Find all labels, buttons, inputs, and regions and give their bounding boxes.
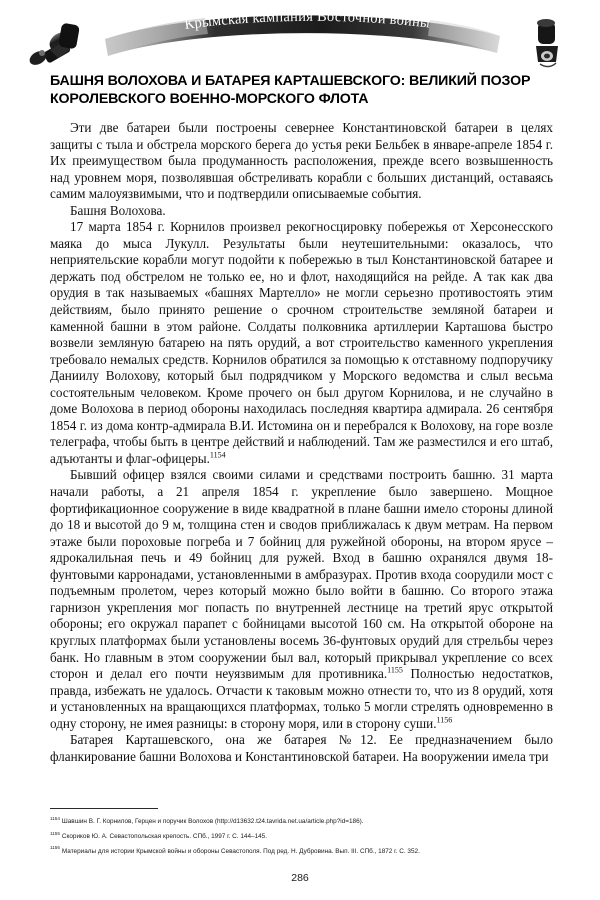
footnote-number: 1154: [50, 815, 60, 821]
paragraph-5: Батарея Карташевского, она же батарея №12. Ее предназначением было фланкирование башни Волохова и Константиновской батареи. На вооружении имела три: [50, 732, 553, 764]
footnote-number: 1155: [50, 830, 60, 836]
paragraph-4-text-b: Полностью недостатков, правда, избежать не удалось. Отчасти к таковым можно отнести то, что из 8 орудий, хотя и установленных на вращающихся платформах, только 5 могли стрелять одновременно в одну сторону, не имея разницы: в сторону моря, или в сторону суши.: [50, 666, 553, 731]
footnote-item: [50, 815, 555, 830]
footnote-item: [50, 845, 555, 860]
footnote-text: Скориков Ю. А. Севастопольская крепость. СПб., 1997 г. С. 144–145.: [61, 832, 268, 840]
footnotes-section: [50, 815, 555, 859]
footnote-ref-1154: 1154: [209, 450, 226, 460]
paragraph-1: Эти две батареи были построены севернее Константиновской батареи в целях защиты с тыла и обстрела морского берега до устья реки Бельбек в январе-апреле 1854 г. Их преимуществом была продуманность расположения, прежде всего возвышенность над уровнем моря, позволявшая обстреливать корабли с больших дистанций, оставаясь самим малоуязвимыми, что и подтвердили описываемые события.: [50, 120, 553, 202]
footnote-text: Материалы для истории Крымской войны и обороны Севастополя. Под ред. Н. Дубровина. Вып. III. СПб., 1872 г. С. 352.: [61, 847, 420, 855]
ribbon-shape: [105, 15, 500, 56]
footnote-separator: [50, 808, 158, 809]
footnote-ref-1155: 1155: [387, 665, 403, 675]
page-title-line-1: БАШНЯ ВОЛОХОВА И БАТАРЕЯ КАРТАШЕВСКОГО: ВЕЛИКИЙ ПОЗОР: [50, 73, 531, 89]
paragraph-2: Башня Волохова.: [70, 202, 166, 218]
header-ornament: [0, 6, 600, 68]
page-title-line-2: КОРОЛЕВСКОГО ВОЕННО-МОРСКОГО ФЛОТА: [50, 91, 369, 107]
paragraph-3: [50, 219, 553, 467]
footnote-item: [50, 830, 555, 845]
footnote-text: Шавшин В. Г. Корнилов, Герцен и поручик Волохов (http://d13632.t24.tavrida.net.ua/article.php?id=186).: [61, 818, 364, 825]
paragraph-4-text-a: Бывший офицер взялся своими силами и средствами построить башню. 31 марта начали работы, а 21 апреля 1854 г. укрепление было завершено. Мощное фортификационное сооружение в виде квадратной в плане башни имело стороны длиной до 18 и высотой до 9 м, толщина стен и сводов приближалась к двум метрам. На первом этаже были пороховые погреба и 7 бойниц для ружейной обороны, на втором ярусе – ядрокалильная печь и 49 бойниц для ружей. Вход в башню охранялся двумя 18-фунтовыми карронадами, установленными в амбразурах. Против входа соорудили мост с подъемным пролетом, через который можно было войти в башню. Со второго этажа гарнизон укрепления мог попасть по внутренней лестнице на третий ярус открытой обороны; его окружал парапет с бойницами высотой 160 см. На открытой обороне на круглых платформах были установлены восемь 36-фунтовых орудий для стрельбы через банк. Но главным в этом сооружении был вал, который прикрывал укрепление со всех сторон и делал его почти неуязвимым для противника.: [50, 467, 553, 682]
page-number: 286: [291, 872, 309, 884]
cannon-icon-right: [536, 19, 558, 67]
page-title: [50, 72, 555, 108]
paragraph-4: [50, 467, 553, 732]
paragraph-3-text: 17 марта 1854 г. Корнилов произвел рекогносцировку побережья от Херсонесского маяка до мыса Лукулл. Результаты были неутешительными: оказалось, что неприятельские корабли могут подойти к побережью в тыл Константиновской батарее и держать под обстрелом не только ее, но и флот, находящийся на рейде. А так как два орудия в так называемых «башнях Мартелло» не могли серьезно противостоять этим действиям, было принято решение о срочном строительстве земляной батареи и каменной башни в этом районе. Солдаты полковника артиллерии Карташова быстро возвели земляную батарею на пять орудий, а вот строительство каменного укрепления требовало немалых средств. Корнилов обратился за помощью к отставному подпоручику Даниилу Волохову, который был подрядчиком у Морского ведомства и слыл весьма состоятельным человеком. Кроме прочего он был другом Корнилова, и не случайно в доме Волохова в период обороны находилась последняя квартира адмирала. 26 сентября 1854 г. из дома контр-адмирала В.И. Истомина он и перебрался к Волохову, на горе возле телеграфа, чтобы быть в центре действий и наблюдений. Там же разместился и его штаб, адъютанты и флаг-офицеры.: [50, 219, 553, 466]
banner-title: Крымская кампания Восточной войны: [183, 8, 431, 34]
body-text: [50, 120, 553, 765]
cannon-icon-left: [27, 23, 80, 68]
footnote-number: 1156: [50, 845, 60, 851]
footnote-ref-1156: 1156: [436, 715, 453, 725]
